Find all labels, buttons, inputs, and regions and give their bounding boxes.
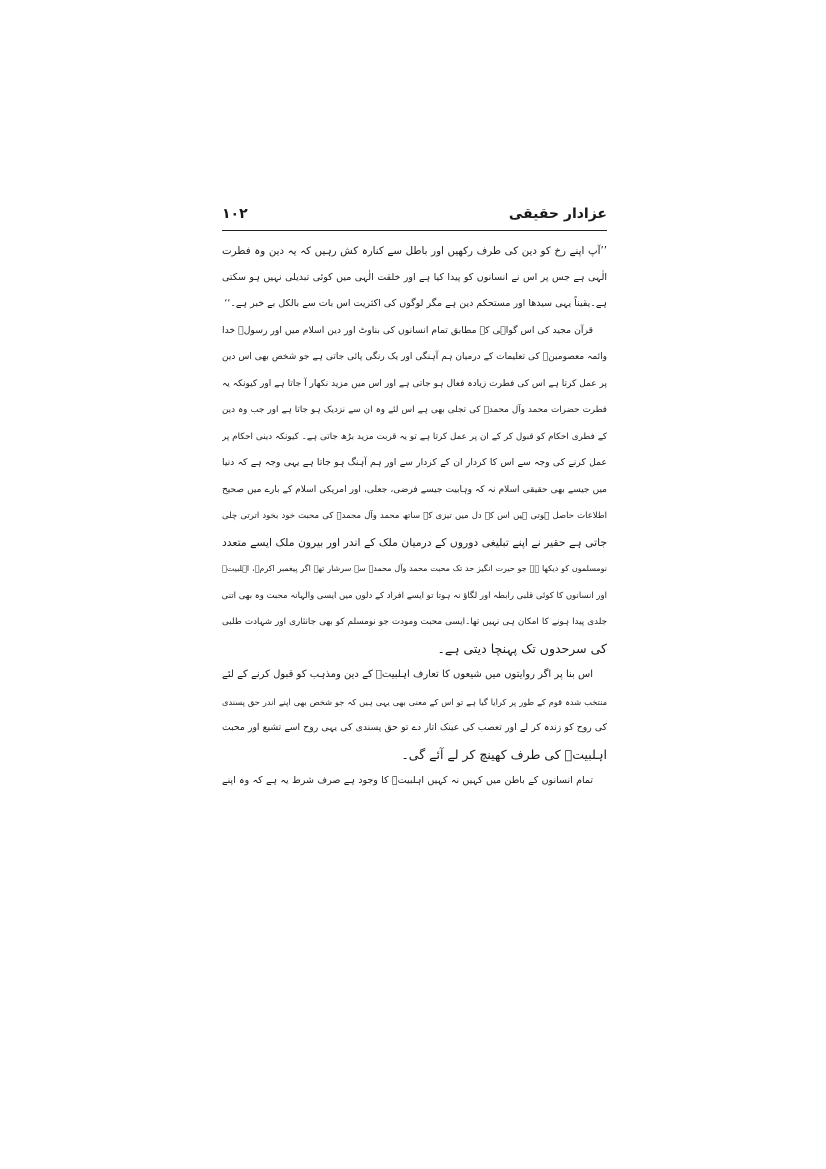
text-line: جاتی ہے حقیر نے اپنے تبلیغی دوروں کے درمیان ملک کے اندر اور بیرون ملک ایسے متعدد	[222, 535, 607, 549]
text-line: تمام انسانوں کے باطن میں کہیں نہ کہیں اہلبیتؑ کا وجود ہے صرف شرط یہ ہے کہ وہ اپنے	[222, 775, 593, 786]
text-line: الٰہی ہے جس پر اس نے انسانوں کو پیدا کیا ہے اور خلقت الٰہی میں کوئی تبدیلی نہیں ہو سکتی	[222, 271, 607, 283]
body-text	[222, 238, 607, 795]
text-line: نومسلموں کو دیکھا ہے جو حیرت انگیز حد تک محبت محمد وآل محمدؐ سے سرشار تھے اگر پیغمبر اکرمؐ، اہلبیتؑ	[222, 564, 607, 573]
text-line: اور انسانوں کا کوئی قلبی رابطہ اور لگاؤ نہ ہوتا تو ایسے افراد کے دلوں میں ایسی والہانہ محبت وہ بھی اتنی	[222, 590, 607, 601]
paragraph	[222, 662, 607, 768]
text-line: اس بنا پر اگر روایتوں میں شیعوں کا تعارف اہلبیتؑ کے دین ومذہب کو قبول کرنے کے لئے	[222, 669, 593, 680]
text-line: ’’آپ اپنے رخ کو دین کی طرف رکھیں اور باطل سے کنارہ کش رہیں کہ یہ دین وہ فطرت	[222, 245, 607, 257]
text-line: پر عمل کرتا ہے اس کی فطرت زیادہ فعال ہو جاتی ہے اور اس میں مزید نکھار آ جاتا ہے اور کیونکہ یہ	[222, 378, 607, 389]
text-line: میں جیسے بھی حقیقی اسلام نہ کہ وہابیت جیسے فرضی، جعلی، اور امریکی اسلام کے بارے میں صحیح	[222, 484, 607, 495]
text-line: قرآن مجید کی اس گواہی کے مطابق تمام انسانوں کی بناوٹ اور دین اسلام میں اور رسولؐ خدا	[222, 324, 593, 336]
running-title: عزادار حقیقی	[508, 206, 607, 222]
paragraph	[222, 768, 607, 795]
text-line: فطرت حضرات محمد وآل محمدؐ کی تجلی بھی ہے اس لئے وہ ان سے نزدیک ہو جاتا ہے اور جب وہ دین	[222, 405, 607, 415]
paragraph	[222, 318, 607, 663]
paragraph-quote	[222, 238, 607, 318]
text-line: ہے۔یقیناً یہی سیدھا اور مستحکم دین ہے مگر لوگوں کی اکثریت اس بات سے بالکل بے خبر ہے۔‘‘	[224, 298, 607, 309]
text-line: عمل کرنے کی وجہ سے اس کا کردار ان کے کردار سے اور ہم آہنگ ہو جاتا ہے یہی وجہ ہے کہ دنیا	[222, 457, 607, 468]
page-number: ۱۰۲	[222, 206, 248, 222]
text-line: جلدی پیدا ہونے کا امکان ہی نہیں تھا۔ایسی محبت ومودت جو نومسلم کو بھی جانثاری اور شہادت طلبی	[222, 617, 607, 627]
text-line: منتخب شدہ قوم کے طور پر کرایا گیا ہے تو اس کے معنی بھی یہی ہیں کہ جو شخص بھی اپنے اندر حق پسندی	[222, 696, 607, 707]
text-line: کی سرحدوں تک پہنچا دیتی ہے۔	[437, 640, 607, 656]
page-header	[222, 200, 607, 230]
header-rule	[222, 230, 607, 231]
text-line: اطلاعات حاصل ہوتی ہیں اس کے دل میں تیزی کے ساتھ محمد وآل محمدؐ کی محبت خود بخود اترتی چلی	[222, 511, 607, 521]
text-line: وائمہ معصومینؑ کی تعلیمات کے درمیان ہم آہنگی اور یک رنگی پائی جاتی ہے جو شخص بھی اس دین	[222, 352, 607, 362]
text-line: کے فطری احکام کو قبول کر کے ان پر عمل کرتا ہے تو یہ قربت مزید بڑھ جاتی ہے۔ کیونکہ دینی احکام پر	[222, 431, 607, 442]
text-line: کی روح کو زندہ کر لے اور تعصب کی عینک اتار دے تو حق پسندی کی یہی روح اسے تشیع اور محبت	[222, 722, 607, 733]
text-line: اہلبیتؑ کی طرف کھینچ کر لے آئے گی۔	[401, 746, 607, 762]
